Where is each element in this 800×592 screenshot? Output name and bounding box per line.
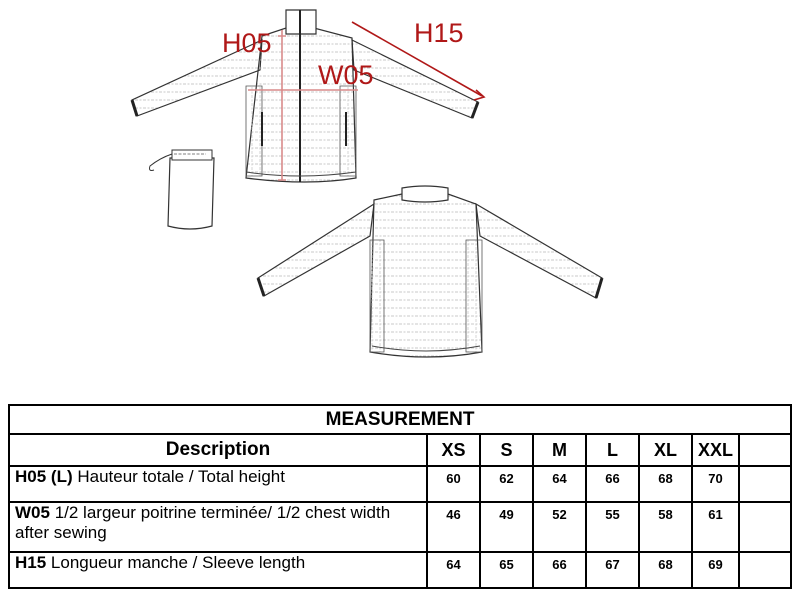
size-header-xl: XL — [639, 434, 692, 466]
back-right-sleeve — [476, 204, 602, 298]
table-row — [9, 552, 791, 588]
row-text: 1/2 largeur poitrine terminée/ 1/2 chest width after sewing — [15, 503, 391, 542]
row-code: H15 — [15, 553, 47, 572]
table-cell: 68 — [639, 466, 692, 502]
row-description — [9, 466, 427, 502]
size-header-s: S — [480, 434, 533, 466]
table-cell — [739, 466, 791, 502]
table-row — [9, 466, 791, 502]
row-code: H05 (L) — [15, 467, 73, 486]
back-body — [370, 194, 482, 357]
table-cell: 49 — [480, 502, 533, 552]
table-cell — [739, 502, 791, 552]
size-header-xxl: XXL — [692, 434, 739, 466]
row-description — [9, 502, 427, 552]
back-jacket-view — [258, 186, 602, 357]
table-cell — [739, 552, 791, 588]
table-cell: 52 — [533, 502, 586, 552]
row-text: Longueur manche / Sleeve length — [46, 553, 306, 572]
table-cell: 68 — [639, 552, 692, 588]
table-cell: 58 — [639, 502, 692, 552]
description-header: Description — [9, 434, 427, 466]
size-header-l: L — [586, 434, 639, 466]
table-title: MEASUREMENT — [9, 405, 791, 434]
table-cell: 66 — [586, 466, 639, 502]
table-cell: 70 — [692, 466, 739, 502]
size-header-xs: XS — [427, 434, 480, 466]
table-row — [9, 502, 791, 552]
row-code: W05 — [15, 503, 50, 522]
h15-label: H15 — [414, 18, 464, 48]
back-left-sleeve — [258, 204, 374, 296]
table-cell: 61 — [692, 502, 739, 552]
w05-label: W05 — [318, 60, 374, 90]
table-cell: 64 — [427, 552, 480, 588]
table-cell: 69 — [692, 552, 739, 588]
table-cell: 67 — [586, 552, 639, 588]
table-cell: 55 — [586, 502, 639, 552]
table-cell: 60 — [427, 466, 480, 502]
back-collar — [402, 186, 448, 202]
measurement-table — [8, 404, 792, 589]
table-cell: 66 — [533, 552, 586, 588]
size-header-m: M — [533, 434, 586, 466]
size-header-empty — [739, 434, 791, 466]
table-cell: 64 — [533, 466, 586, 502]
table-cell: 62 — [480, 466, 533, 502]
table-cell: 46 — [427, 502, 480, 552]
h05-label: H05 — [222, 28, 272, 58]
row-description — [9, 552, 427, 588]
row-text: Hauteur totale / Total height — [72, 467, 285, 486]
table-cell: 65 — [480, 552, 533, 588]
stuff-sack — [150, 150, 215, 229]
